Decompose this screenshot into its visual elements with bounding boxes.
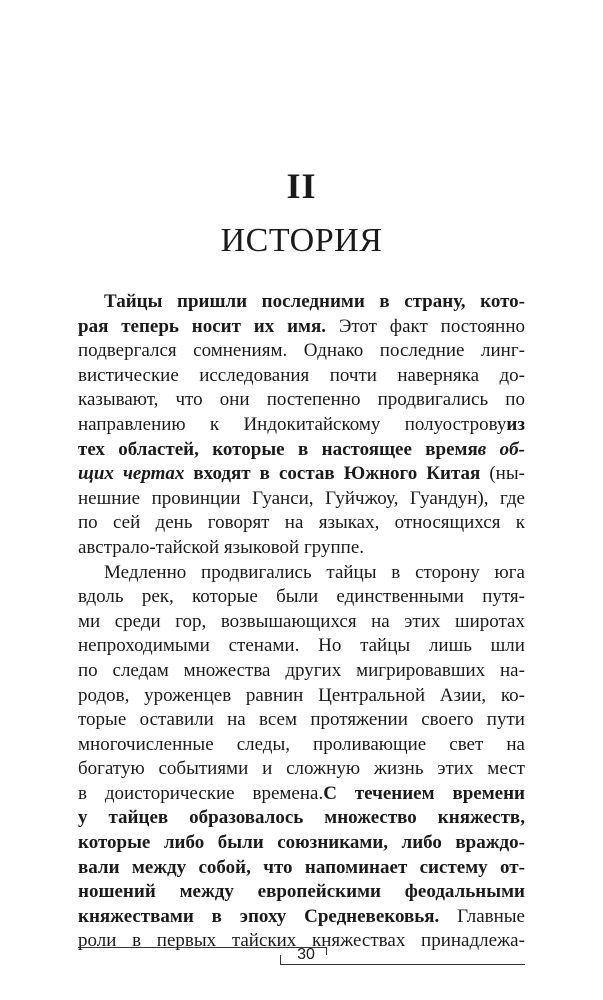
word: провинции (151, 487, 241, 509)
word: сторону (415, 561, 480, 583)
word: Китая (426, 463, 481, 485)
word: по (78, 659, 98, 681)
word: в (132, 930, 142, 952)
word: казывают, (78, 389, 159, 411)
word: линг- (481, 340, 525, 362)
word: других (285, 659, 342, 681)
word: мест (487, 758, 525, 780)
word: и (262, 758, 273, 780)
text-line (78, 561, 525, 586)
text-line (78, 413, 525, 438)
word: которые (192, 586, 258, 608)
word: продвигались (377, 389, 489, 411)
word: тайцы (360, 635, 411, 657)
word: почти (329, 364, 377, 386)
text-line (78, 364, 525, 389)
word: входят (193, 463, 251, 485)
word: состав (278, 463, 335, 485)
text-line (78, 462, 525, 487)
word: сей (112, 512, 141, 534)
word: Однако (303, 340, 364, 362)
word: тех (78, 438, 105, 460)
word: говорят (207, 512, 270, 534)
word: Тайцы (104, 291, 163, 312)
word: ношений (78, 881, 156, 903)
text-line (78, 438, 525, 463)
word: от- (500, 856, 525, 878)
text-line (78, 339, 525, 364)
word: доисторические (104, 782, 235, 804)
word: между (179, 881, 234, 903)
text-line (78, 708, 525, 733)
word: что (263, 856, 293, 878)
text-line (78, 905, 525, 930)
word: княжествах (312, 930, 406, 952)
word: непроходимыми (78, 635, 210, 657)
word: языках, (318, 512, 380, 534)
word: полуостровуиз (404, 413, 525, 435)
text-line (78, 757, 525, 782)
word: богатую (78, 758, 145, 780)
word: вдоль (78, 586, 124, 608)
word: уроженцев (144, 684, 232, 706)
word: течением (354, 782, 435, 804)
text-line (78, 659, 525, 684)
word: времяв (425, 438, 487, 460)
word: исследования (199, 364, 310, 386)
word: протяжении (310, 709, 408, 731)
word: этих (404, 610, 441, 632)
word: у (78, 807, 88, 829)
footer-rule-bottom (280, 964, 525, 965)
text-line (78, 315, 525, 340)
text-line (78, 856, 525, 881)
chapter-number: II (286, 166, 317, 206)
text-line (78, 831, 525, 856)
word: следам (112, 659, 169, 681)
word: напоминает (304, 856, 408, 878)
word: многочисленные (78, 733, 214, 755)
footer-rule-top-tick (326, 947, 327, 955)
word: до- (499, 364, 525, 386)
word: факт (389, 315, 428, 337)
word: день (155, 512, 193, 534)
word: вистические (78, 364, 179, 386)
word: на (371, 610, 390, 632)
word: множество (324, 807, 417, 829)
word: союзниками, (277, 832, 389, 854)
word: путя- (482, 586, 525, 608)
word: тайских (231, 930, 297, 952)
word: страну, (404, 291, 466, 312)
word: либо (163, 832, 205, 854)
word: постоянно (440, 315, 525, 337)
word: стенами. (228, 635, 300, 657)
word: Гуйчжоу, (325, 487, 399, 509)
word: где (500, 487, 525, 509)
word: чертах (122, 463, 185, 485)
word: ми (78, 610, 101, 632)
word: вали (78, 856, 120, 878)
text-line (78, 487, 525, 512)
word: Южного (343, 463, 418, 485)
word: пришли (177, 291, 248, 312)
word: были (276, 586, 319, 608)
word: на (284, 512, 304, 534)
word: по (78, 512, 98, 534)
text-line (78, 733, 525, 758)
word: Гуандун), (409, 487, 489, 509)
word: гор, (175, 610, 207, 632)
word: нешние (78, 487, 141, 509)
footer-rule-top (78, 947, 327, 948)
text-line (78, 388, 525, 413)
word: на- (500, 659, 525, 681)
word: времена.С (252, 782, 337, 804)
word: Индокитайскому (243, 413, 381, 435)
word: роли (78, 930, 117, 952)
word: тайцев (108, 807, 169, 829)
word: в (391, 561, 401, 583)
word: относящихся (394, 512, 501, 534)
word: что (175, 389, 203, 411)
word: Главные (457, 905, 525, 927)
word: на (227, 709, 246, 731)
text-line (78, 585, 525, 610)
word: Гуанси, (252, 487, 314, 509)
word: пути (486, 709, 525, 731)
word: юга (494, 561, 525, 583)
word: сложную (286, 758, 361, 780)
word: на (506, 733, 525, 755)
word: об- (499, 438, 525, 460)
word: своего (421, 709, 474, 731)
word: равнин (245, 684, 304, 706)
word: по (505, 389, 525, 411)
word: проливающие (313, 733, 427, 755)
word: последние (379, 340, 465, 362)
word: щих (78, 463, 114, 485)
text-line (78, 880, 525, 905)
chapter-title: ИСТОРИЯ (220, 222, 383, 259)
text-line (78, 634, 525, 659)
word: были (217, 832, 264, 854)
text-line (78, 290, 525, 315)
word: настоящее (321, 438, 412, 460)
word: либо (401, 832, 442, 854)
body-text (78, 290, 525, 954)
word: всем (259, 709, 298, 731)
word: к (515, 512, 525, 534)
word: продвигались (201, 561, 312, 583)
word: княжеств, (437, 807, 525, 829)
word: Этот (338, 315, 377, 337)
text-line (78, 536, 525, 561)
word: собой, (198, 856, 251, 878)
word: первых (156, 930, 217, 952)
word: областей, (118, 438, 199, 460)
word: оставили (139, 709, 214, 731)
word: имя. (287, 315, 326, 337)
word: европейскими (257, 881, 381, 903)
word: к (209, 413, 220, 435)
word: княжествами (78, 905, 194, 927)
word: широтах (454, 610, 525, 632)
word: родов, (78, 684, 130, 706)
word: кото- (480, 291, 525, 312)
word: множества (183, 659, 271, 681)
word: лишь (428, 635, 472, 657)
word: следы, (236, 733, 290, 755)
word: теперь (121, 315, 179, 337)
word: Центральной (318, 684, 426, 706)
word: в (211, 905, 222, 927)
text-line (78, 610, 525, 635)
word: мигрировавших (356, 659, 486, 681)
word: событиями (158, 758, 249, 780)
word: их (253, 315, 275, 337)
word: Средневековья. (304, 905, 440, 927)
word: этих (437, 758, 474, 780)
word: возвышающихся (220, 610, 357, 632)
word: враждо- (455, 832, 525, 854)
page-number: 30 (297, 946, 315, 963)
word: (ны- (489, 463, 525, 485)
word: шли (490, 635, 525, 657)
word: жизнь (373, 758, 424, 780)
word: последними (261, 291, 365, 312)
footer-rule-bottom-tick (280, 955, 281, 964)
word: которые (212, 438, 285, 460)
word: направлению (78, 413, 186, 435)
word: феодальными (404, 881, 525, 903)
text-line (78, 684, 525, 709)
word: среди (114, 610, 161, 632)
word: они (219, 389, 250, 411)
word: образовалось (189, 807, 304, 829)
word: Но (318, 635, 342, 657)
word: подвергался (78, 340, 177, 362)
word: наверняка (397, 364, 480, 386)
text-line (78, 511, 525, 536)
word: единственными (336, 586, 464, 608)
word: постепенно (266, 389, 361, 411)
word: систему (419, 856, 488, 878)
text-line (78, 806, 525, 831)
text-line (78, 782, 525, 807)
word: времени (452, 782, 525, 804)
word: свет (449, 733, 484, 755)
word: в (297, 438, 309, 460)
word: Медленно (104, 561, 187, 583)
word: рек, (141, 586, 174, 608)
word: которые (78, 832, 151, 854)
word: тайцы (326, 561, 377, 583)
word: в (78, 782, 87, 804)
word: в (379, 291, 390, 312)
text-segment: австрало-тайской языковой группе. (78, 536, 365, 558)
word: носит (191, 315, 241, 337)
word: торые (78, 709, 127, 731)
word: принадлежа- (421, 930, 525, 952)
word: рая (78, 315, 109, 337)
word: Азии, (439, 684, 487, 706)
word: в (259, 463, 270, 485)
word: сомнениям. (193, 340, 288, 362)
word: эпоху (239, 905, 287, 927)
word: ко- (500, 684, 525, 706)
word: между (131, 856, 187, 878)
